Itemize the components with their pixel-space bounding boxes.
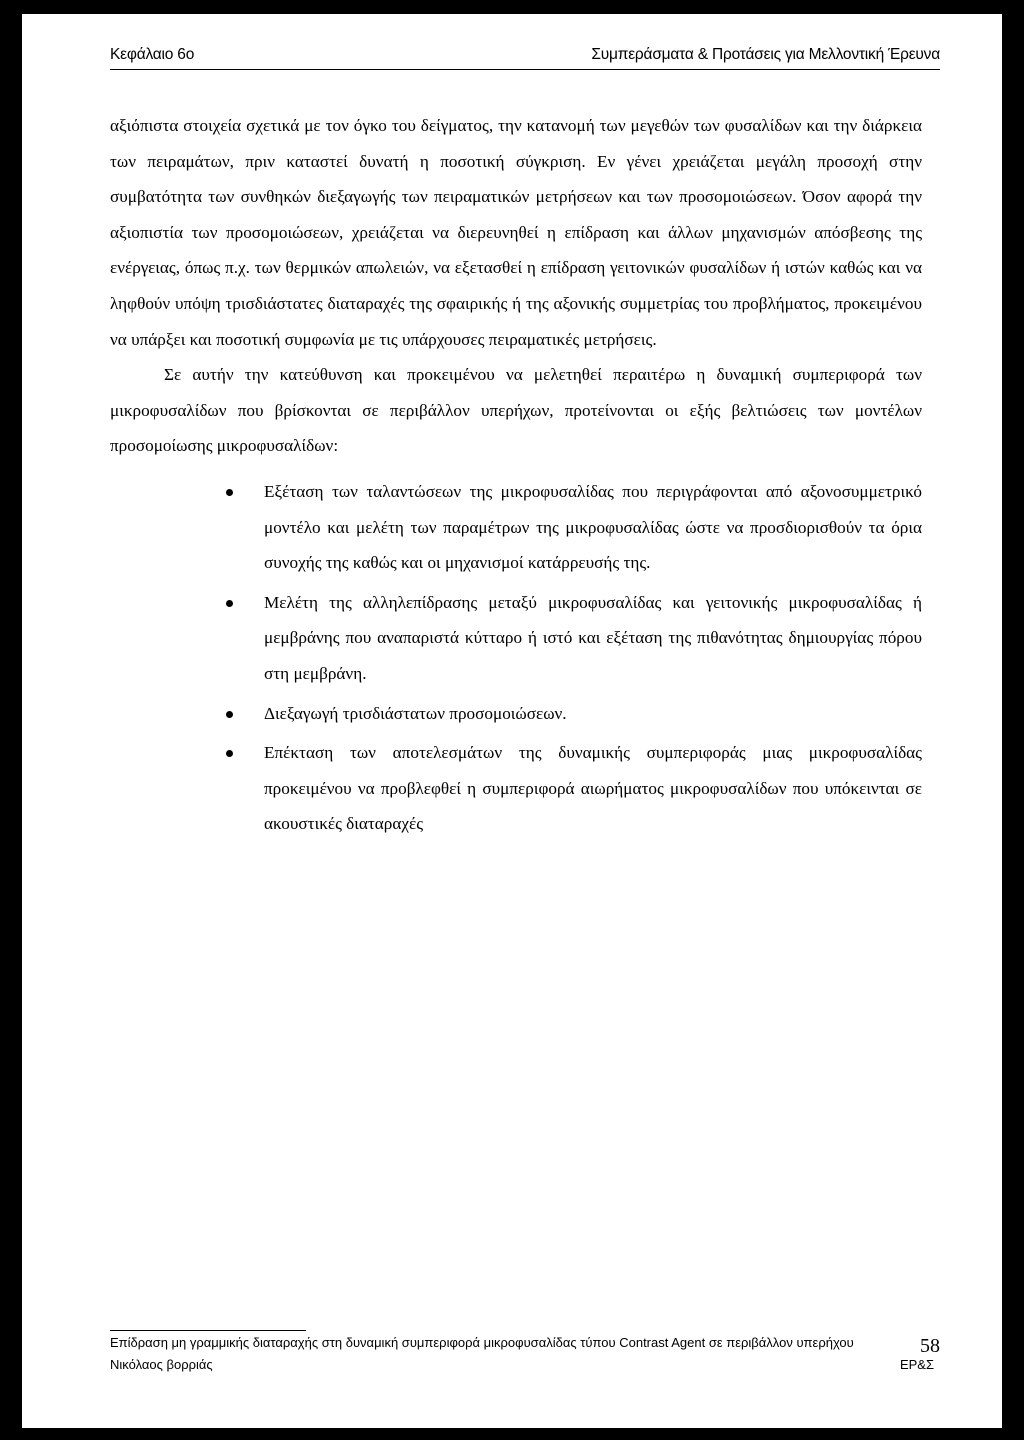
paragraph-1: αξιόπιστα στοιχεία σχετικά με τον όγκο του δείγματος, την κατανομή των μεγεθών των φυσαλίδων και την διάρκεια των πειραμάτων, πριν καταστεί δυνατή η ποσοτική σύγκριση. Εν γένει χρειάζεται μεγάλη προσοχή στην συμβατότητα των συνθηκών διεξαγωγής των πειραματικών μετρήσεων και των προσομοιώσεων. Όσον αφορά την αξιοπιστία των προσομοιώσεων, χρειάζεται να διερευνηθεί η επίδραση και άλλων μηχανισμών απόσβεσης της ενέργειας, όπως π.χ. των θερμικών απωλειών, να εξετασθεί η επίδραση γειτονικών φυσαλίδων ή ιστών καθώς και να ληφθούν υπόψη τρισδιάστατες διαταραχές της σφαιρικής ή της αξονικής συμμετρίας του προβλήματος, προκειμένου να υπάρξει και ποσοτική συμφωνία με τις υπάρχουσες πειραματικές μετρήσεις. bbox=[110, 116, 922, 349]
author-name: Νικόλαος βορριάς bbox=[110, 1357, 213, 1372]
page-footer bbox=[110, 1334, 940, 1374]
bullet-icon bbox=[226, 750, 233, 757]
list-item bbox=[110, 585, 922, 692]
page-body bbox=[110, 108, 922, 846]
header-divider bbox=[110, 69, 940, 70]
list-item-text: Μελέτη της αλληλεπίδρασης μεταξύ μικροφυσαλίδας και γειτονικής μικροφυσαλίδας ή μεμβράνης που αναπαριστά κύτταρο ή ιστό και εξέταση της πιθανότητας δημιουργίας πόρου στη μεμβράνη. bbox=[264, 592, 922, 683]
page-number: 58 bbox=[920, 1335, 940, 1357]
list-item-text: Διεξαγωγή τρισδιάστατων προσομοιώσεων. bbox=[264, 703, 567, 723]
footer-divider bbox=[110, 1330, 306, 1331]
section-title: Συμπεράσματα & Προτάσεις για Μελλοντική Έρευνα bbox=[591, 46, 940, 63]
list-item bbox=[110, 696, 922, 732]
chapter-label: Κεφάλαιο 6ο bbox=[110, 46, 195, 63]
thesis-title: Επίδραση μη γραμμικής διαταραχής στη δυναμική συμπεριφορά μικροφυσαλίδας τύπου Contrast Agent σε περιβάλλον υπερήχου bbox=[110, 1335, 854, 1350]
document-page bbox=[22, 14, 1002, 1428]
proposal-list bbox=[110, 474, 922, 842]
section-code: ΕΡ&Σ bbox=[899, 1357, 934, 1372]
page-header bbox=[110, 46, 940, 64]
list-item-text: Επέκταση των αποτελεσμάτων της δυναμικής συμπεριφοράς μιας μικροφυσαλίδας προκειμένου να προβλεφθεί η συμπεριφορά αιωρήματος μικροφυσαλίδων που υπόκεινται σε ακουστικές διαταραχές bbox=[264, 743, 922, 834]
list-item bbox=[110, 735, 922, 842]
bullet-icon bbox=[226, 489, 233, 496]
bullet-icon bbox=[226, 600, 233, 607]
paragraph-2: Σε αυτήν την κατεύθυνση και προκειμένου να μελετηθεί περαιτέρω η δυναμική συμπεριφορά των μικροφυσαλίδων που βρίσκονται σε περιβάλλον υπερήχων, προτείνονται οι εξής βελτιώσεις των μοντέλων προσομοίωσης μικροφυσαλίδων: bbox=[110, 365, 922, 456]
list-item bbox=[110, 474, 922, 581]
list-item-text: Εξέταση των ταλαντώσεων της μικροφυσαλίδας που περιγράφονται από αξονοσυμμετρικό μοντέλο και μελέτη των παραμέτρων της μικροφυσαλίδας ώστε να προσδιορισθούν τα όρια συνοχής της καθώς και οι μηχανισμοί κατάρρευσής της. bbox=[264, 481, 922, 573]
bullet-icon bbox=[226, 711, 233, 718]
